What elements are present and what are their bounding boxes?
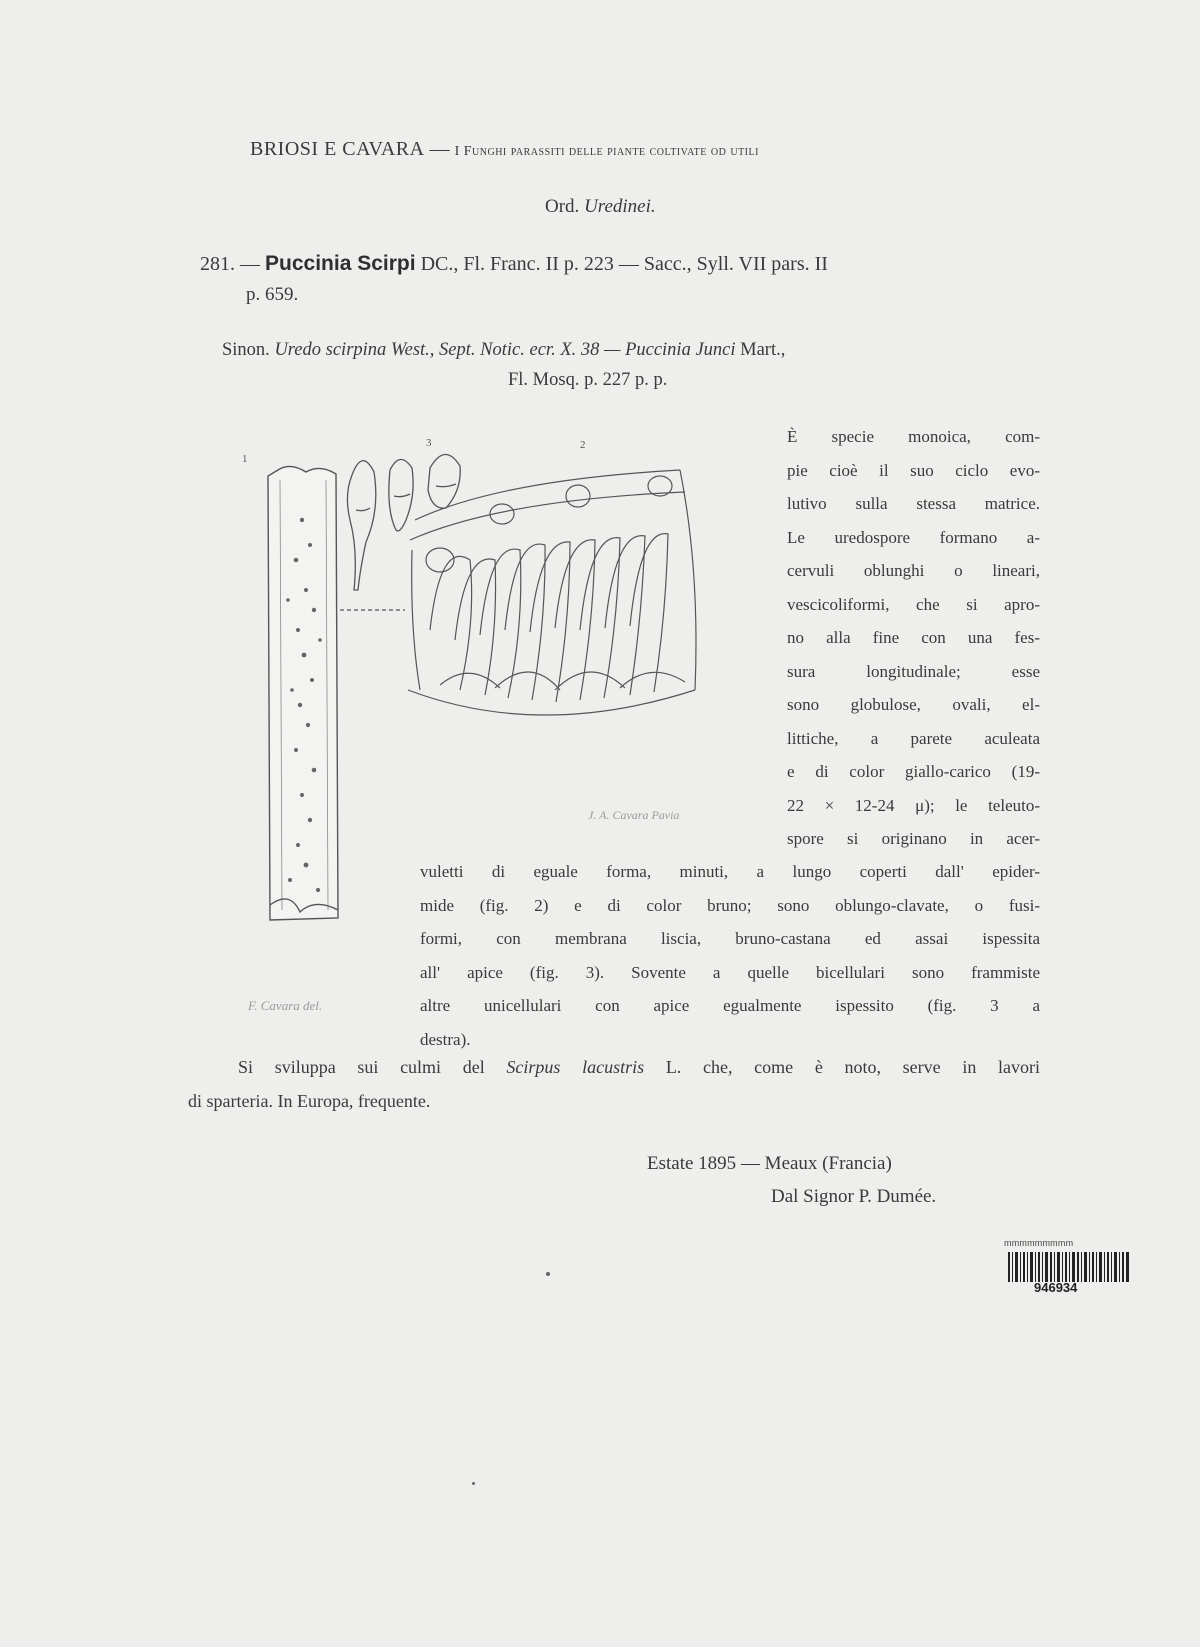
habitat-line-2: di sparteria. In Europa, frequente. (188, 1091, 431, 1111)
synonyms-line (222, 340, 785, 361)
header-authors: BRIOSI E CAVARA (250, 138, 425, 160)
synonyms-label: Sinon. (222, 340, 270, 360)
description-line: e di color giallo-carico (19- (787, 762, 1040, 781)
collection-date-place: Estate 1895 — Meaux (Francia) (647, 1153, 892, 1174)
synonym-name-1: Uredo scirpina (274, 340, 387, 360)
barcode-bars (1008, 1252, 1132, 1282)
description-line: altre unicellulari con apice egualmente ispessito (fig. 3 a (420, 996, 1040, 1015)
description-line: sono globulose, ovali, el- (787, 695, 1040, 714)
synonyms-line-2: Fl. Mosq. p. 227 p. p. (508, 370, 668, 390)
order-label: Ord. (545, 196, 580, 217)
host-name: Scirpus lacustris (506, 1057, 645, 1077)
culm-drawing (268, 466, 338, 920)
habitat-rest: L. che, come è noto, serve in lavori (665, 1057, 1041, 1077)
description-line: spore si originano in acer- (787, 829, 1040, 848)
description-line: 22 × 12-24 μ); le teleuto- (787, 795, 1040, 815)
entry-number: 281. — (200, 253, 260, 275)
habitat-prefix: Si sviluppa sui culmi del (238, 1057, 485, 1077)
species-entry (200, 252, 828, 276)
description-column (787, 420, 1040, 856)
artist-signature: J. A. Cavara Pavia (588, 808, 680, 822)
description-line: vuletti di eguale forma, minuti, a lungo coperti dall' epider- (420, 862, 1040, 881)
entry-citation-continued: p. 659. (246, 284, 299, 305)
figure-number-labels (242, 437, 586, 465)
description-line: mide (fig. 2) e di color bruno; sono oblungo-clavate, o fusi- (420, 895, 1040, 915)
collector: Dal Signor P. Dumée. (771, 1186, 937, 1207)
description-line: littiche, a parete aculeata (787, 728, 1040, 748)
description-line: destra). (420, 1029, 471, 1049)
description-line: cervuli oblunghi o lineari, (787, 561, 1040, 580)
description-line: Le uredospore formano a- (787, 527, 1040, 547)
order-name: Uredinei. (584, 196, 656, 217)
habitat-line (238, 1057, 1040, 1078)
speck (546, 1272, 550, 1276)
figure-label-3: 3 (426, 437, 432, 449)
description-line: pie cioè il suo ciclo evo- (787, 460, 1040, 480)
barcode-number: 946934 (1034, 1280, 1078, 1295)
description-line: formi, con membrana liscia, bruno-castana ed assai ispessita (420, 929, 1040, 948)
description-line: no alla fine con una fes- (787, 628, 1040, 647)
description-line: È specie monoica, com- (787, 427, 1040, 446)
synonym-cite-2: Mart., (740, 340, 786, 360)
barcode-label (1004, 1238, 1134, 1298)
description-line: vescicoliformi, che si apro- (787, 594, 1040, 614)
header-title: I Funghi parassiti delle piante coltivate od utili (454, 144, 759, 159)
sorus-section-drawing (340, 470, 696, 715)
header-dash: — (429, 138, 450, 160)
artist-signature-left: F. Cavara del. (248, 998, 323, 1013)
illustration-plate (240, 437, 740, 1020)
figure-label-1: 1 (242, 453, 248, 465)
description-line: lutivo sulla stessa matrice. (787, 494, 1040, 513)
description-line: all' apice (fig. 3). Sovente a quelle bicellulari sono frammiste (420, 962, 1040, 982)
synonym-name-2: Puccinia Junci (625, 340, 736, 360)
description-line: sura longitudinale; esse (787, 661, 1040, 681)
entry-citation: DC., Fl. Franc. II p. 223 — Sacc., Syll. VII pars. II (420, 253, 828, 275)
running-header (250, 138, 759, 161)
order-line (545, 196, 656, 218)
synonym-cite-1: West., Sept. Notic. ecr. X. 38 — (390, 340, 621, 360)
barcode-top-text: mmmmmmmmm (1004, 1238, 1074, 1248)
speck (472, 1482, 475, 1485)
figure-label-2: 2 (580, 439, 586, 451)
species-name: Puccinia Scirpi (265, 252, 416, 275)
